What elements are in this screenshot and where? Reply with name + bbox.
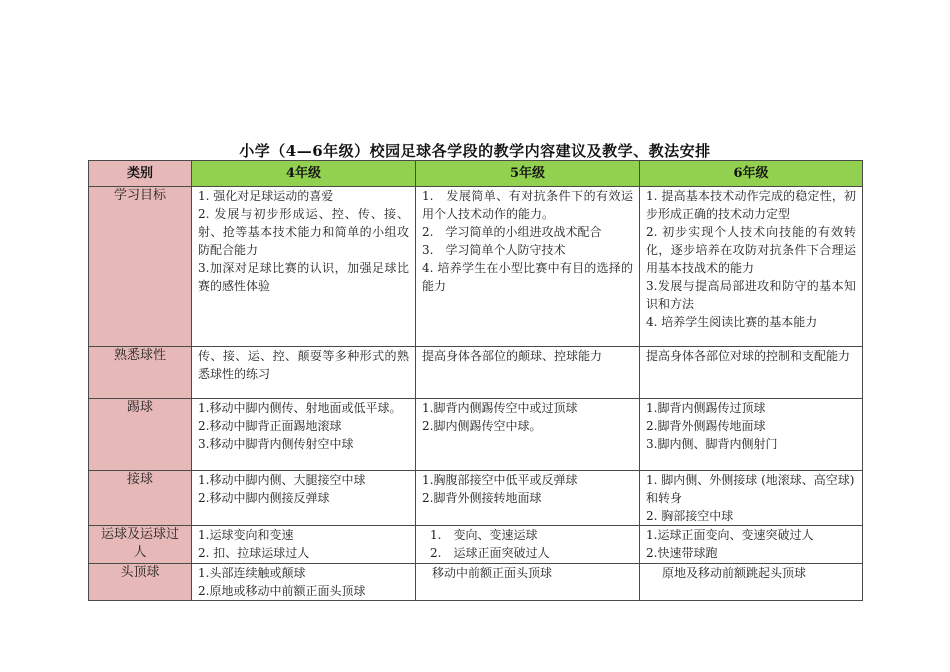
table-row-learning-goals xyxy=(89,187,863,347)
category-cell: 接球 xyxy=(89,471,192,526)
grade-4-cell xyxy=(192,399,416,471)
list-item: 1.脚背内侧踢传过顶球 xyxy=(646,401,766,415)
grade-6-cell xyxy=(640,347,863,399)
list-item: 1. 发展简单、有对抗条件下的有效运用个人技术动作的能力。 xyxy=(422,189,633,221)
list-item: 2.原地或移动中前额正面头顶球 xyxy=(198,584,366,598)
list-item: 2.移动中脚内侧接反弹球 xyxy=(198,491,330,505)
list-item: 1. 脚内侧、外侧接球 (地滚球、高空球)和转身 xyxy=(646,473,855,505)
list-item: 1.脚背内侧踢传空中或过顶球 xyxy=(422,401,578,415)
list-item: 2.快速带球跑 xyxy=(646,546,718,560)
list-item: 1.胸腹部接空中低平或反弹球 xyxy=(422,473,578,487)
list-item: 2.脚内侧踢传空中球。 xyxy=(422,419,542,433)
header-grade-6: 6年级 xyxy=(640,161,863,187)
document-title: 小学（4—6年级）校园足球各学段的教学内容建议及教学、教法安排 xyxy=(239,142,711,160)
list-item: 1.运球正面变向、变速突破过人 xyxy=(646,528,814,542)
grade-4-cell xyxy=(192,187,416,347)
category-cell: 头顶球 xyxy=(89,564,192,601)
list-item: 2. 扣、拉球运球过人 xyxy=(198,546,310,560)
grade-5-cell xyxy=(416,347,640,399)
grade-6-cell xyxy=(640,471,863,526)
grade-5-cell xyxy=(416,471,640,526)
list-item: 1.头部连续触或颠球 xyxy=(198,566,306,580)
table-row-receiving xyxy=(89,471,863,526)
list-item: 1. 提高基本技术动作完成的稳定性，初步形成正确的技术动力定型 xyxy=(646,189,856,221)
list-item: 2.移动中脚背正面踢地滚球 xyxy=(198,419,342,433)
list-item: 2.脚背外侧接转地面球 xyxy=(422,491,542,505)
grade-5-cell xyxy=(416,187,640,347)
list-item: 3.移动中脚背内侧传射空中球 xyxy=(198,437,354,451)
list-item: 1.移动中脚内侧、大腿接空中球 xyxy=(198,473,366,487)
table-row-kicking xyxy=(89,399,863,471)
list-item: 2.脚背外侧踢传地面球 xyxy=(646,419,766,433)
list-item: 2. 初步实现个人技术向技能的有效转化，逐步培养在攻防对抗条件下合理运用基本技战术的能力 xyxy=(646,225,856,275)
header-grade-4: 4年级 xyxy=(192,161,416,187)
grade-4-cell xyxy=(192,564,416,601)
grade-6-cell xyxy=(640,187,863,347)
list-item: 1. 变向、变速运球 xyxy=(430,528,538,542)
category-cell: 学习目标 xyxy=(89,187,192,347)
list-item: 移动中前额正面头顶球 xyxy=(432,566,553,580)
list-item: 提高身体各部位的颠球、控球能力 xyxy=(422,349,603,363)
grade-4-cell xyxy=(192,526,416,564)
list-item: 2. 胸部接空中球 xyxy=(646,509,734,523)
list-item: 传、接、运、控、颠耍等多种形式的熟悉球性的练习 xyxy=(198,349,409,381)
list-item: 3.加深对足球比赛的认识，加强足球比赛的感性体验 xyxy=(198,261,409,293)
grade-5-cell xyxy=(416,564,640,601)
category-cell: 踢球 xyxy=(89,399,192,471)
list-item: 原地及移动前额跳起头顶球 xyxy=(662,566,807,580)
table-row-heading xyxy=(89,564,863,601)
list-item: 提高身体各部位对球的控制和支配能力 xyxy=(646,349,851,363)
list-item: 4. 培养学生阅读比赛的基本能力 xyxy=(646,315,818,329)
header-grade-5: 5年级 xyxy=(416,161,640,187)
grade-4-cell xyxy=(192,347,416,399)
list-item: 2. 运球正面突破过人 xyxy=(430,546,550,560)
list-item: 2. 发展与初步形成运、控、传、接、射、抢等基本技术能力和简单的小组攻防配合能力 xyxy=(198,207,409,257)
teaching-plan-table xyxy=(88,160,863,601)
grade-5-cell xyxy=(416,399,640,471)
list-item: 1.移动中脚内侧传、射地面或低平球。 xyxy=(198,401,402,415)
table-row-ball-feel xyxy=(89,347,863,399)
table-row-dribbling xyxy=(89,526,863,564)
grade-6-cell xyxy=(640,526,863,564)
list-item: 2. 学习简单的小组进攻战术配合 xyxy=(422,225,602,239)
header-category: 类别 xyxy=(89,161,192,187)
list-item: 1.运球变向和变速 xyxy=(198,528,294,542)
list-item: 3.脚内侧、脚背内侧射门 xyxy=(646,437,778,451)
list-item: 1. 强化对足球运动的喜爱 xyxy=(198,189,334,203)
header-row xyxy=(89,161,863,187)
category-cell: 熟悉球性 xyxy=(89,347,192,399)
grade-5-cell xyxy=(416,526,640,564)
grade-6-cell xyxy=(640,399,863,471)
category-cell: 运球及运球过人 xyxy=(89,526,192,564)
grade-4-cell xyxy=(192,471,416,526)
list-item: 4. 培养学生在小型比赛中有目的选择的能力 xyxy=(422,261,633,293)
grade-6-cell xyxy=(640,564,863,601)
list-item: 3.发展与提高局部进攻和防守的基本知识和方法 xyxy=(646,279,856,311)
list-item: 3. 学习简单个人防守技术 xyxy=(422,243,566,257)
